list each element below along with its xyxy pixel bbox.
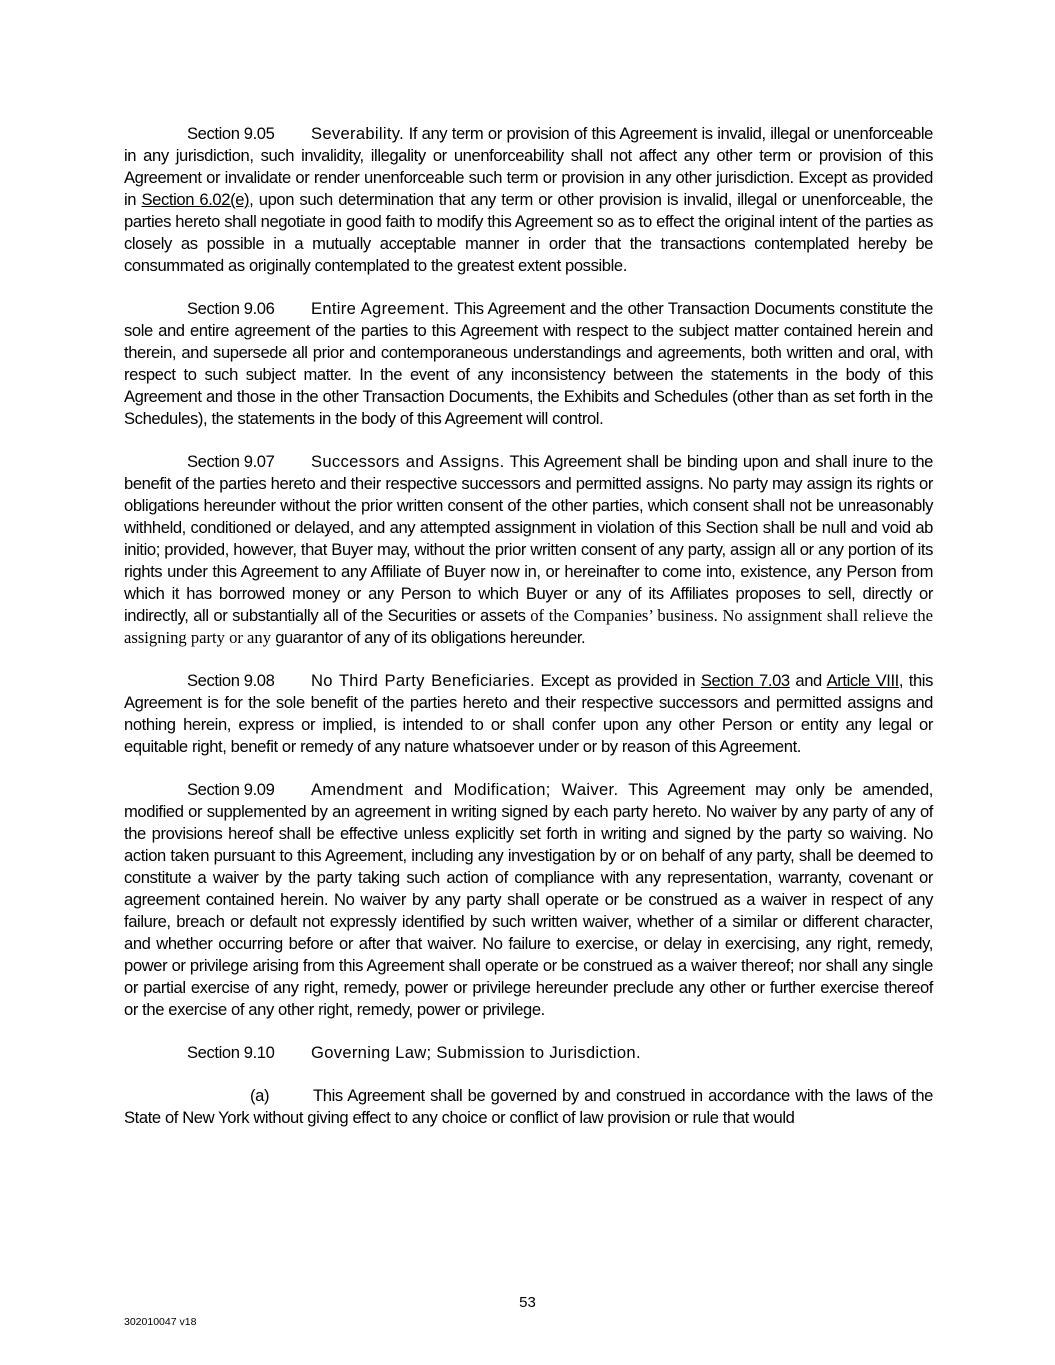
section-text: This Agreement shall be binding upon and shall inure to the benefit of the parties hereto and their respective successors and permitted assigns. No party may assign its rights or obligations hereunder without the prior written consent of the other parties, which consent shall not be unreasonably withheld, conditioned or delayed, and any attempted assignment in violation of this Section shall be null and void ab initio; provided, however, that Buyer may, without the prior written consent of any party, assign all or any portion of its rights under this Agreement to any Affiliate of Buyer now in, or hereinafter to come into, existence, any Person from which it has borrowed money or any Person to which Buyer or any of its Affiliates proposes to sell, directly or indirectly, all or substantially all of the Securities or assets — [124, 452, 934, 625]
page-number: 53 — [519, 1294, 536, 1311]
section-number: Section 9.10 — [187, 1043, 275, 1062]
subsection-text: This Agreement shall be governed by and construed in accordance with the laws of the State of New York without giving effect to any choice or conflict of law provision or rule that would — [124, 1086, 933, 1127]
section-9-06 — [124, 298, 933, 430]
section-number: Section 9.05 — [187, 124, 275, 143]
cross-reference: Section 7.03 — [700, 671, 790, 690]
section-heading: Entire Agreement. — [311, 299, 450, 318]
section-9-10-a — [124, 1085, 933, 1129]
subsection-label: (a) — [250, 1086, 270, 1105]
section-number: Section 9.08 — [187, 671, 275, 690]
section-text: Except as provided in — [534, 671, 701, 690]
section-text: guarantor of any of its obligations hereunder. — [271, 628, 586, 647]
section-heading: Governing Law; Submission to Jurisdiction. — [311, 1043, 641, 1062]
section-9-09 — [124, 779, 933, 1021]
section-text: This Agreement and the other Transaction Documents constitute the sole and entire agreement of the parties to this Agreement with respect to the subject matter contained herein and therein, and supersede all prior and contemporaneous understandings and agreements, both written and oral, with respect to such subject matter. In the event of any inconsistency between the statements in the body of this Agreement and those in the other Transaction Documents, the Exhibits and Schedules (other than as set forth in the Schedules), the statements in the body of this Agreement will control. — [124, 299, 933, 428]
section-number: Section 9.07 — [187, 452, 275, 471]
section-text: , this Agreement is for the sole benefit of the parties hereto and their respective successors and permitted assigns and nothing herein, express or implied, is intended to or shall confer upon any other Person or entity any legal or equitable right, benefit or remedy of any nature whatsoever under or by reason of this Agreement. — [124, 671, 933, 756]
section-9-10 — [124, 1042, 933, 1064]
cross-reference: Section 6.02(e) — [141, 190, 250, 209]
section-heading: No Third Party Beneficiaries. — [311, 671, 535, 690]
document-id: 302010047 v18 — [124, 1316, 197, 1328]
section-9-05 — [124, 123, 933, 277]
section-number: Section 9.06 — [187, 299, 275, 318]
section-text: of the Companies’ business. No assignment shall relieve the assigning party or any — [124, 606, 933, 647]
section-number: Section 9.09 — [187, 780, 275, 799]
section-text: and — [789, 671, 827, 690]
section-heading: Amendment and Modification; Waiver. — [311, 780, 619, 799]
section-text: If any term or provision of this Agreement is invalid, illegal or unenforceable in any jurisdiction, such invalidity, illegality or unenforceability shall not affect any other term or provision of this Agreement or invalidate or render unenforceable such term or provision in any other jurisdiction. Except as provided in — [124, 124, 933, 209]
section-heading: Successors and Assigns. — [311, 452, 505, 471]
cross-reference: Article VIII — [826, 671, 899, 690]
section-heading: Severability. — [311, 124, 405, 143]
section-text: This Agreement may only be amended, modified or supplemented by an agreement in writing signed by each party hereto. No waiver by any party of any of the provisions hereof shall be effective unless explicitly set forth in writing and signed by the party so waiving. No action taken pursuant to this Agreement, including any investigation by or on behalf of any party, shall be deemed to constitute a waiver by the party taking such action of compliance with any representation, warranty, covenant or agreement contained herein. No waiver by any party shall operate or be construed as a waiver in respect of any failure, breach or default not expressly identified by such written waiver, whether of a similar or different character, and whether occurring before or after that waiver. No failure to exercise, or delay in exercising, any right, remedy, power or privilege arising from this Agreement shall operate or be construed as a waiver thereof; nor shall any single or partial exercise of any right, remedy, power or privilege hereunder preclude any other or further exercise thereof or the exercise of any other right, remedy, power or privilege. — [124, 780, 933, 1019]
section-9-08 — [124, 670, 933, 758]
section-9-07 — [124, 451, 933, 649]
document-body — [124, 123, 933, 1150]
section-text: , upon such determination that any term or other provision is invalid, illegal or unenforceable, the parties hereto shall negotiate in good faith to modify this Agreement so as to effect the original intent of the parties as closely as possible in a mutually acceptable manner in order that the transactions contemplated hereby be consummated as originally contemplated to the greatest extent possible. — [124, 190, 933, 275]
